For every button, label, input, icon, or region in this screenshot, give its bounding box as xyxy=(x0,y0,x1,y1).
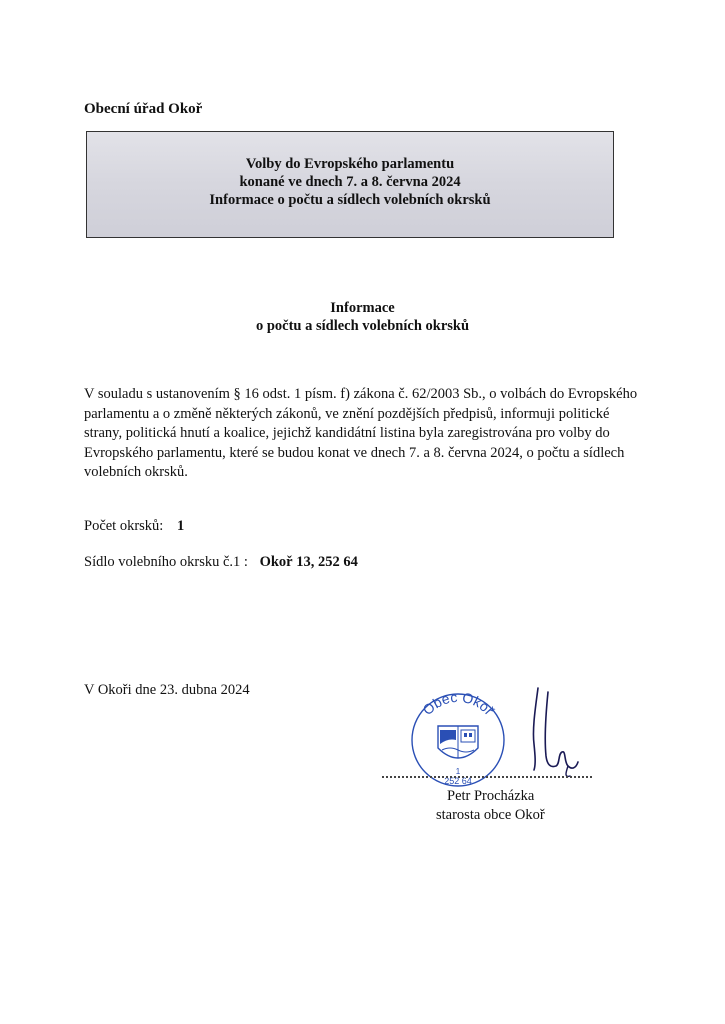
district-count-value: 1 xyxy=(176,518,185,534)
district-seat-row xyxy=(84,554,358,571)
stamp-seal-icon xyxy=(402,688,514,788)
title-line-2: o počtu a sídlech volebních okrsků xyxy=(255,318,470,334)
signature-icon xyxy=(520,684,588,780)
stamp-postcode: 252 64 xyxy=(444,776,472,786)
banner-line-3: Informace o počtu a sídlech volebních okrsků xyxy=(209,192,491,208)
stamp-arc-text: Obec Okoř xyxy=(419,688,498,719)
body-paragraph: V souladu s ustanovením § 16 odst. 1 písm. f) zákona č. 62/2003 Sb., o volbách do Evropského parlamentu a o změně některých zákonů, ve znění pozdějších předpisů, informuji politické strany, politická hnutí a koalice, jejichž kandidátní listina byla zaregistrována pro volby do Evropského parlamentu, které se budou konat ve dnech 7. a 8. června 2024, o počtu a sídlech volebních okrsků. xyxy=(84,386,638,480)
district-count-row xyxy=(84,518,184,535)
signature-line xyxy=(382,776,592,778)
place-and-date: V Okoři dne 23. dubna 2024 xyxy=(84,682,250,698)
stamp-number: 1 xyxy=(455,767,461,776)
signer-name: Petr Procházka xyxy=(447,788,535,804)
title-banner xyxy=(86,131,614,238)
district-seat-value: Okoř 13, 252 64 xyxy=(259,554,358,570)
handwritten-signature xyxy=(520,684,588,780)
banner-line-1: Volby do Evropského parlamentu xyxy=(245,156,455,172)
district-seat-label: Sídlo volebního okrsku č.1 : xyxy=(84,554,248,570)
banner-line-2: konané ve dnech 7. a 8. června 2024 xyxy=(239,174,461,190)
office-header: Obecní úřad Okoř xyxy=(84,101,203,117)
signer-title: starosta obce Okoř xyxy=(436,807,545,823)
document-title xyxy=(0,299,725,335)
municipal-stamp xyxy=(402,688,514,788)
svg-text:Obec Okoř xyxy=(419,689,497,718)
title-line-1: Informace xyxy=(330,300,395,316)
district-count-label: Počet okrsků: xyxy=(84,518,164,534)
